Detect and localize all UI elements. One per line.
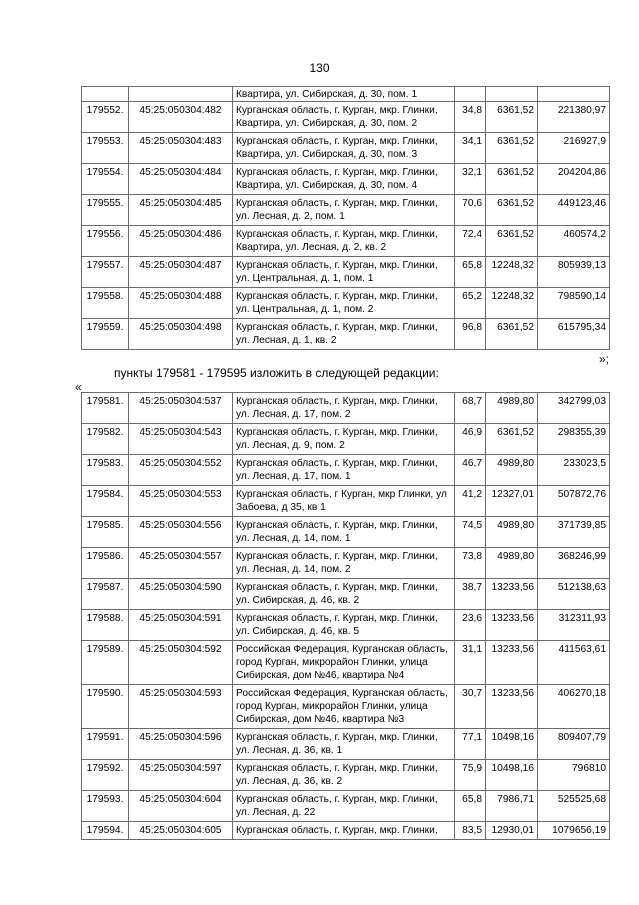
cell-no: 179581. bbox=[82, 393, 129, 424]
cell-price: 13233,56 bbox=[486, 610, 538, 641]
opening-quote: « bbox=[75, 380, 82, 394]
cell-no: 179586. bbox=[82, 548, 129, 579]
cell-value: 460574,2 bbox=[538, 226, 610, 257]
cell-area bbox=[455, 87, 486, 102]
cell-address: Курганская область, г. Курган, мкр. Глинки, ул. Лесная, д. 17, пом. 2 bbox=[233, 393, 455, 424]
cell-address: Курганская область, г. Курган, мкр. Глинки, ул. Лесная, д. 14, пом. 2 bbox=[233, 548, 455, 579]
cell-value: 615795,34 bbox=[538, 319, 610, 350]
cell-address: Курганская область, г. Курган, мкр. Глинки, ул. Лесная, д. 36, кв. 2 bbox=[233, 760, 455, 791]
cell-cadastral: 45:25:050304:553 bbox=[129, 486, 233, 517]
cell-address: Курганская область, г. Курган, мкр. Глинки, Квартира, ул. Сибирская, д. 30, пом. 2 bbox=[233, 102, 455, 133]
cell-address: Курганская область, г Курган, мкр Глинки, ул Забоева, д 35, кв 1 bbox=[233, 486, 455, 517]
cell-address: Российская Федерация, Курганская область, город Курган, микрорайон Глинки, улица Сибирская, дом №46, квартира №4 bbox=[233, 641, 455, 685]
cell-cadastral: 45:25:050304:556 bbox=[129, 517, 233, 548]
cell-price: 4989,80 bbox=[486, 455, 538, 486]
table-row bbox=[82, 133, 610, 164]
cell-price: 6361,52 bbox=[486, 102, 538, 133]
cell-price: 4989,80 bbox=[486, 393, 538, 424]
cell-value: 1079656,19 bbox=[538, 822, 610, 840]
register-table-continued bbox=[81, 86, 610, 350]
cell-price: 6361,52 bbox=[486, 133, 538, 164]
cell-area: 65,8 bbox=[455, 257, 486, 288]
cell-area: 65,8 bbox=[455, 791, 486, 822]
cell-value: 368246,99 bbox=[538, 548, 610, 579]
cell-value: 312311,93 bbox=[538, 610, 610, 641]
cell-cadastral: 45:25:050304:483 bbox=[129, 133, 233, 164]
table-row bbox=[82, 288, 610, 319]
cell-price: 10498,16 bbox=[486, 760, 538, 791]
cell-value: 805939,13 bbox=[538, 257, 610, 288]
cell-area: 23,6 bbox=[455, 610, 486, 641]
cell-address: Курганская область, г. Курган, мкр. Глинки, ул. Лесная, д. 17, пом. 1 bbox=[233, 455, 455, 486]
table-row bbox=[82, 548, 610, 579]
cell-no: 179587. bbox=[82, 579, 129, 610]
cell-area: 68,7 bbox=[455, 393, 486, 424]
cell-no bbox=[82, 87, 129, 102]
cell-price: 12930,01 bbox=[486, 822, 538, 840]
cell-value: 796810 bbox=[538, 760, 610, 791]
cell-area: 73,8 bbox=[455, 548, 486, 579]
cell-price bbox=[486, 87, 538, 102]
cell-address: Курганская область, г. Курган, мкр. Глинки, ул. Лесная, д. 1, кв. 2 bbox=[233, 319, 455, 350]
amendment-instruction: пункты 179581 - 179595 изложить в следующей редакции: bbox=[114, 366, 439, 380]
cell-price: 6361,52 bbox=[486, 195, 538, 226]
table-row bbox=[82, 455, 610, 486]
cell-no: 179554. bbox=[82, 164, 129, 195]
table-row bbox=[82, 729, 610, 760]
table-row bbox=[82, 486, 610, 517]
cell-cadastral: 45:25:050304:557 bbox=[129, 548, 233, 579]
cell-area: 72,4 bbox=[455, 226, 486, 257]
cell-area: 34,1 bbox=[455, 133, 486, 164]
cell-address: Квартира, ул. Сибирская, д. 30, пом. 1 bbox=[233, 87, 455, 102]
cell-address: Курганская область, г. Курган, мкр. Глинки, ул. Лесная, д. 14, пом. 1 bbox=[233, 517, 455, 548]
table-row-continuation bbox=[82, 87, 610, 102]
cell-value: 809407,79 bbox=[538, 729, 610, 760]
cell-value: 512138,63 bbox=[538, 579, 610, 610]
cell-area: 46,7 bbox=[455, 455, 486, 486]
cell-cadastral: 45:25:050304:590 bbox=[129, 579, 233, 610]
cell-cadastral: 45:25:050304:543 bbox=[129, 424, 233, 455]
cell-price: 12248,32 bbox=[486, 257, 538, 288]
cell-area: 96,8 bbox=[455, 319, 486, 350]
cell-value: 204204,86 bbox=[538, 164, 610, 195]
cell-area: 46,9 bbox=[455, 424, 486, 455]
cell-value: 298355,39 bbox=[538, 424, 610, 455]
cell-no: 179584. bbox=[82, 486, 129, 517]
cell-address: Курганская область, г. Курган, мкр. Глинки, ул. Центральная, д. 1, пом. 2 bbox=[233, 288, 455, 319]
cell-area: 83,5 bbox=[455, 822, 486, 840]
cell-no: 179585. bbox=[82, 517, 129, 548]
cell-area: 34,8 bbox=[455, 102, 486, 133]
cell-cadastral: 45:25:050304:604 bbox=[129, 791, 233, 822]
cell-cadastral: 45:25:050304:484 bbox=[129, 164, 233, 195]
cell-cadastral: 45:25:050304:498 bbox=[129, 319, 233, 350]
cell-address: Курганская область, г. Курган, мкр. Глинки, ул. Сибирская, д. 46, кв. 2 bbox=[233, 579, 455, 610]
cell-value: 233023,5 bbox=[538, 455, 610, 486]
cell-address: Курганская область, г. Курган, мкр. Глинки, Квартира, ул. Сибирская, д. 30, пом. 3 bbox=[233, 133, 455, 164]
table-row bbox=[82, 685, 610, 729]
cell-address: Курганская область, г. Курган, мкр. Глинки, ул. Центральная, д. 1, пом. 1 bbox=[233, 257, 455, 288]
cell-address: Курганская область, г. Курган, мкр. Глинки, ул. Лесная, д. 9, пом. 2 bbox=[233, 424, 455, 455]
cell-no: 179591. bbox=[82, 729, 129, 760]
cell-value: 406270,18 bbox=[538, 685, 610, 729]
cell-value: 216927,9 bbox=[538, 133, 610, 164]
table-row bbox=[82, 579, 610, 610]
cell-price: 6361,52 bbox=[486, 226, 538, 257]
cell-no: 179552. bbox=[82, 102, 129, 133]
cell-cadastral: 45:25:050304:596 bbox=[129, 729, 233, 760]
cell-area: 70,6 bbox=[455, 195, 486, 226]
cell-cadastral: 45:25:050304:605 bbox=[129, 822, 233, 840]
cell-no: 179592. bbox=[82, 760, 129, 791]
table-row bbox=[82, 641, 610, 685]
cell-price: 6361,52 bbox=[486, 164, 538, 195]
cell-no: 179583. bbox=[82, 455, 129, 486]
cell-cadastral: 45:25:050304:537 bbox=[129, 393, 233, 424]
cell-area: 75,9 bbox=[455, 760, 486, 791]
cell-value: 221380,97 bbox=[538, 102, 610, 133]
cell-price: 4989,80 bbox=[486, 548, 538, 579]
cell-cadastral: 45:25:050304:597 bbox=[129, 760, 233, 791]
cell-no: 179590. bbox=[82, 685, 129, 729]
cell-cadastral: 45:25:050304:593 bbox=[129, 685, 233, 729]
table-row bbox=[82, 822, 610, 840]
cell-no: 179594. bbox=[82, 822, 129, 840]
cell-cadastral bbox=[129, 87, 233, 102]
cell-no: 179588. bbox=[82, 610, 129, 641]
cell-address: Российская Федерация, Курганская область, город Курган, микрорайон Глинки, улица Сибирская, дом №46, квартира №3 bbox=[233, 685, 455, 729]
cell-price: 7986,71 bbox=[486, 791, 538, 822]
cell-cadastral: 45:25:050304:482 bbox=[129, 102, 233, 133]
cell-value: 449123,46 bbox=[538, 195, 610, 226]
table-row bbox=[82, 257, 610, 288]
page-number: 130 bbox=[309, 61, 330, 75]
cell-area: 77,1 bbox=[455, 729, 486, 760]
cell-price: 12248,32 bbox=[486, 288, 538, 319]
cell-value: 411563,61 bbox=[538, 641, 610, 685]
cell-value bbox=[538, 87, 610, 102]
cell-no: 179589. bbox=[82, 641, 129, 685]
cell-address: Курганская область, г. Курган, мкр. Глинки, ул. Сибирская, д. 46, кв. 5 bbox=[233, 610, 455, 641]
cell-price: 13233,56 bbox=[486, 579, 538, 610]
cell-cadastral: 45:25:050304:592 bbox=[129, 641, 233, 685]
table-row bbox=[82, 319, 610, 350]
cell-area: 32,1 bbox=[455, 164, 486, 195]
cell-area: 31,1 bbox=[455, 641, 486, 685]
table-row bbox=[82, 164, 610, 195]
cell-address: Курганская область, г. Курган, мкр. Глинки, Квартира, ул. Сибирская, д. 30, пом. 4 bbox=[233, 164, 455, 195]
closing-quote: »; bbox=[598, 352, 609, 366]
cell-cadastral: 45:25:050304:486 bbox=[129, 226, 233, 257]
cell-area: 74,5 bbox=[455, 517, 486, 548]
cell-address: Курганская область, г. Курган, мкр. Глинки, ул. Лесная, д. 2, пом. 1 bbox=[233, 195, 455, 226]
cell-cadastral: 45:25:050304:485 bbox=[129, 195, 233, 226]
cell-no: 179582. bbox=[82, 424, 129, 455]
cell-address: Курганская область, г. Курган, мкр. Глинки, ул. Лесная, д. 22 bbox=[233, 791, 455, 822]
cell-area: 41,2 bbox=[455, 486, 486, 517]
cell-address: Курганская область, г. Курган, мкр. Глинки, Квартира, ул. Лесная, д. 2, кв. 2 bbox=[233, 226, 455, 257]
table-row bbox=[82, 424, 610, 455]
cell-cadastral: 45:25:050304:488 bbox=[129, 288, 233, 319]
cell-no: 179559. bbox=[82, 319, 129, 350]
cell-value: 342799,03 bbox=[538, 393, 610, 424]
cell-no: 179556. bbox=[82, 226, 129, 257]
cell-price: 12327,01 bbox=[486, 486, 538, 517]
table-row bbox=[82, 226, 610, 257]
cell-no: 179557. bbox=[82, 257, 129, 288]
cell-value: 371739,85 bbox=[538, 517, 610, 548]
cell-cadastral: 45:25:050304:552 bbox=[129, 455, 233, 486]
table-row bbox=[82, 791, 610, 822]
cell-value: 525525,68 bbox=[538, 791, 610, 822]
cell-cadastral: 45:25:050304:487 bbox=[129, 257, 233, 288]
cell-price: 13233,56 bbox=[486, 641, 538, 685]
cell-area: 65,2 bbox=[455, 288, 486, 319]
cell-value: 507872,76 bbox=[538, 486, 610, 517]
cell-no: 179553. bbox=[82, 133, 129, 164]
cell-price: 10498,16 bbox=[486, 729, 538, 760]
table-row bbox=[82, 517, 610, 548]
cell-price: 6361,52 bbox=[486, 319, 538, 350]
cell-address: Курганская область, г. Курган, мкр. Глинки, bbox=[233, 822, 455, 840]
table-row bbox=[82, 393, 610, 424]
table-row bbox=[82, 760, 610, 791]
table-row bbox=[82, 610, 610, 641]
cell-price: 4989,80 bbox=[486, 517, 538, 548]
cell-address: Курганская область, г. Курган, мкр. Глинки, ул. Лесная, д. 36, кв. 1 bbox=[233, 729, 455, 760]
cell-cadastral: 45:25:050304:591 bbox=[129, 610, 233, 641]
cell-no: 179555. bbox=[82, 195, 129, 226]
table-row bbox=[82, 195, 610, 226]
table-row bbox=[82, 102, 610, 133]
cell-area: 38,7 bbox=[455, 579, 486, 610]
cell-price: 6361,52 bbox=[486, 424, 538, 455]
cell-no: 179558. bbox=[82, 288, 129, 319]
register-table-new-edition bbox=[81, 392, 610, 840]
cell-value: 798590,14 bbox=[538, 288, 610, 319]
cell-area: 30,7 bbox=[455, 685, 486, 729]
cell-no: 179593. bbox=[82, 791, 129, 822]
cell-price: 13233,56 bbox=[486, 685, 538, 729]
